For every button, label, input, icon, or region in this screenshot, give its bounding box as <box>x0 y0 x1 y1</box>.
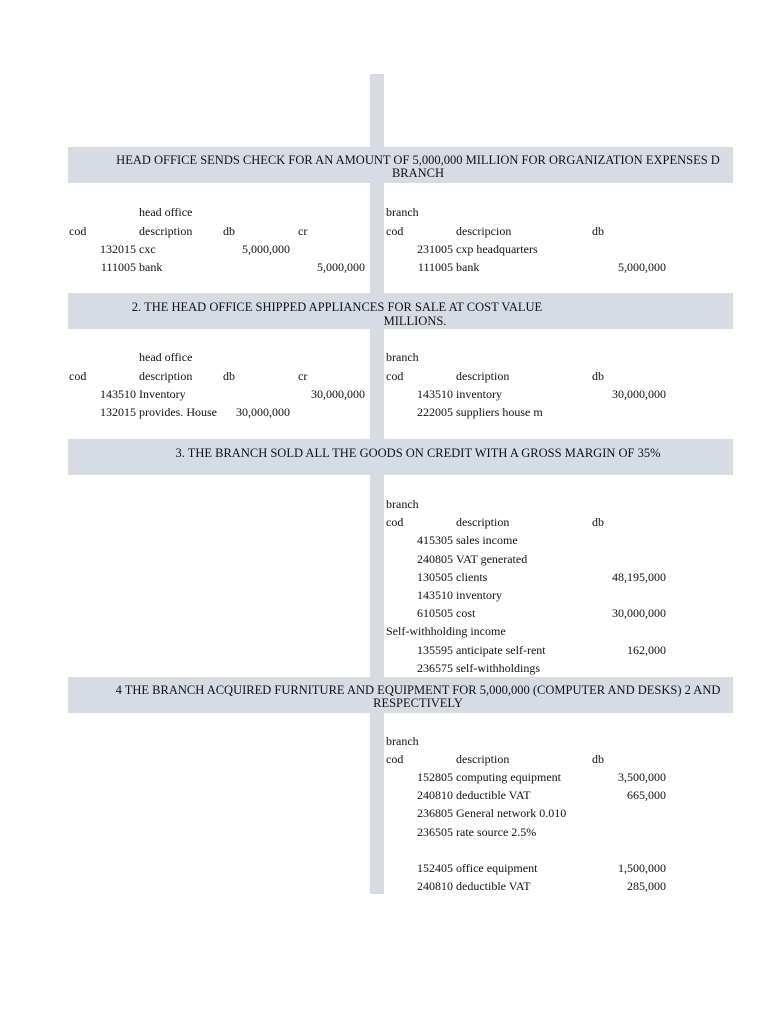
column-header-cod: cod <box>69 369 87 383</box>
section-4-title-line2: RESPECTIVELY <box>373 696 463 710</box>
section-2-title-band <box>68 293 733 329</box>
branch-label: branch <box>386 350 419 364</box>
account-code: 231005 <box>417 242 453 256</box>
branch-label: branch <box>386 497 419 511</box>
account-code: 143510 <box>100 387 136 401</box>
account-code: 111005 <box>417 260 453 274</box>
account-code: 415305 <box>417 533 453 547</box>
account-code: 240805 <box>417 552 453 566</box>
head-office-label: head office <box>139 205 193 219</box>
column-header-cr: cr <box>298 224 308 238</box>
account-code: 135595 <box>417 643 453 657</box>
column-header-description: description <box>456 369 510 383</box>
account-description: computing equipment <box>456 770 561 784</box>
debit-amount: 48,195,000 <box>612 570 666 584</box>
debit-amount: 5,000,000 <box>618 260 666 274</box>
account-code: 222005 <box>417 405 453 419</box>
account-description: deductible VAT <box>456 788 531 802</box>
account-description: office equipment <box>456 861 538 875</box>
account-description: deductible VAT <box>456 879 531 893</box>
account-code: 130505 <box>417 570 453 584</box>
account-code: 236505 <box>417 825 453 839</box>
account-code: 610505 <box>417 606 453 620</box>
column-header-db: db <box>592 515 604 529</box>
debit-amount: 30,000,000 <box>236 405 290 419</box>
account-description: provides. House <box>139 405 217 419</box>
debit-amount: 162,000 <box>627 643 666 657</box>
debit-amount: 5,000,000 <box>242 242 290 256</box>
section-4-title-band <box>68 677 733 713</box>
branch-label: branch <box>386 205 419 219</box>
account-code: 240810 <box>417 879 453 893</box>
account-code: 143510 <box>417 588 453 602</box>
account-description: bank <box>139 260 163 274</box>
column-header-description: description <box>139 369 193 383</box>
head-office-label: head office <box>139 350 193 364</box>
column-header-cod: cod <box>69 224 87 238</box>
section-3-title-band <box>68 439 733 475</box>
account-description: suppliers house m <box>456 405 543 419</box>
column-header-db: db <box>223 224 235 238</box>
account-description: Inventory <box>139 387 186 401</box>
account-code: 240810 <box>417 788 453 802</box>
account-code: 236575 <box>417 661 453 675</box>
account-description: clients <box>456 570 488 584</box>
account-code: 236805 <box>417 806 453 820</box>
account-code: 132015 <box>100 405 136 419</box>
account-code: 132015 <box>100 242 136 256</box>
column-header-cod: cod <box>386 752 404 766</box>
column-header-cod: cod <box>386 369 404 383</box>
subheading: Self-withholding income <box>386 624 506 638</box>
account-description: anticipate self-rent <box>456 643 546 657</box>
column-header-cr: cr <box>298 369 308 383</box>
column-header-description: description <box>456 515 510 529</box>
account-code: 143510 <box>417 387 453 401</box>
account-code: 111005 <box>100 260 136 274</box>
column-header-db: db <box>592 369 604 383</box>
column-header-cod: cod <box>386 515 404 529</box>
section-2-title-line1: 2. THE HEAD OFFICE SHIPPED APPLIANCES FOR SALE AT COST VALUE <box>131 300 543 314</box>
section-1-title-line2: BRANCH <box>391 166 445 180</box>
credit-amount: 5,000,000 <box>317 260 365 274</box>
account-description: General network 0.010 <box>456 806 567 820</box>
debit-amount: 3,500,000 <box>618 770 666 784</box>
column-header-cod: cod <box>386 224 404 238</box>
account-description: cost <box>456 606 476 620</box>
account-code: 152405 <box>417 861 453 875</box>
account-description: VAT generated <box>456 552 528 566</box>
account-code: 152805 <box>417 770 453 784</box>
vertical-divider <box>370 74 384 894</box>
account-description: cxc <box>139 242 156 256</box>
column-header-description: descripcion <box>456 224 512 238</box>
debit-amount: 665,000 <box>627 788 666 802</box>
section-1-title-band <box>68 147 733 183</box>
section-1-title-line1: HEAD OFFICE SENDS CHECK FOR AN AMOUNT OF 5,000,000 MILLION FOR ORGANIZATION EXPENSES D <box>116 153 720 167</box>
credit-amount: 30,000,000 <box>311 387 365 401</box>
column-header-description: description <box>139 224 193 238</box>
column-header-description: description <box>456 752 510 766</box>
account-description: bank <box>456 260 480 274</box>
account-description: inventory <box>456 387 502 401</box>
account-description: rate source 2.5% <box>456 825 537 839</box>
debit-amount: 30,000,000 <box>612 387 666 401</box>
section-2-title-line2: MILLIONS. <box>383 314 447 328</box>
column-header-db: db <box>592 752 604 766</box>
column-header-db: db <box>592 224 604 238</box>
debit-amount: 285,000 <box>627 879 666 893</box>
debit-amount: 30,000,000 <box>612 606 666 620</box>
account-description: cxp headquarters <box>456 242 538 256</box>
account-description: self-withholdings <box>456 661 540 675</box>
section-3-title-line1: 3. THE BRANCH SOLD ALL THE GOODS ON CREDIT WITH A GROSS MARGIN OF 35% <box>175 446 661 460</box>
column-header-db: db <box>223 369 235 383</box>
account-description: inventory <box>456 588 502 602</box>
debit-amount: 1,500,000 <box>618 861 666 875</box>
section-4-title-line1: 4 THE BRANCH ACQUIRED FURNITURE AND EQUIPMENT FOR 5,000,000 (COMPUTER AND DESKS) 2 AND <box>115 683 721 697</box>
account-description: sales income <box>456 533 518 547</box>
branch-label: branch <box>386 734 419 748</box>
